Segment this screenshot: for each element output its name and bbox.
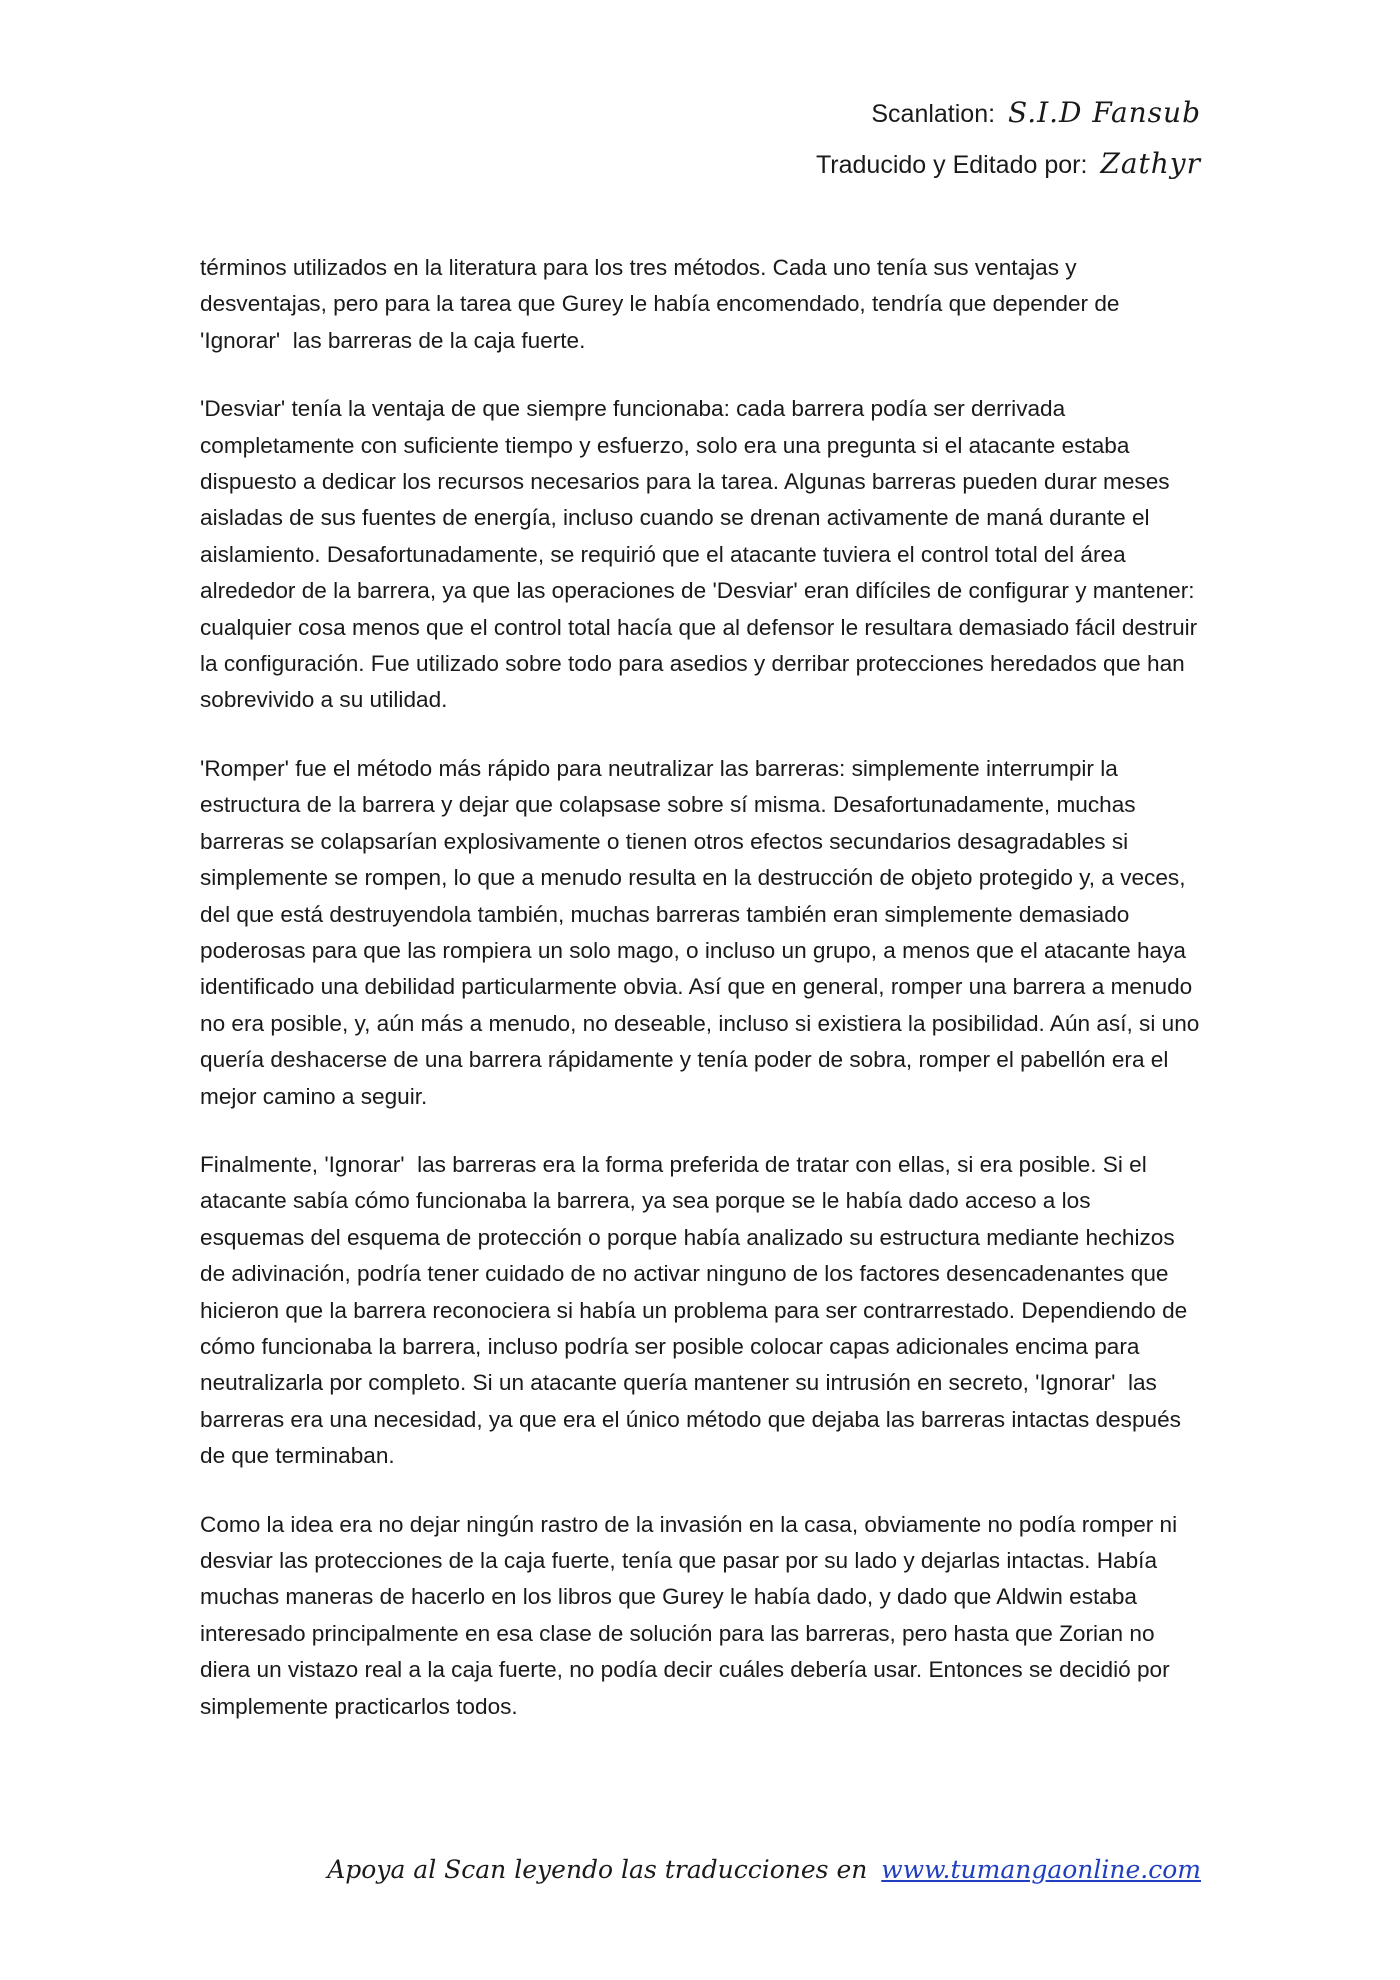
- footer-link[interactable]: www.tumangaonline.com: [881, 1855, 1201, 1884]
- paragraph: 'Desviar' tenía la ventaja de que siempre funcionaba: cada barrera podía ser derrivada completamente con suficiente tiempo y esfuerzo, solo era una pregunta si el atacante estaba dispuesto a dedicar los recursos necesarios para la tarea. Algunas barreras pueden durar meses aisladas de sus fuentes de energía, incluso cuando se drenan activamente de maná durante el aislamiento. Desafortunadamente, se requirió que el atacante tuviera el control total del área alrededor de la barrera, ya que las operaciones de 'Desviar' eran difíciles de configurar y mantener: cualquier cosa menos que el control total hacía que al defensor le resultara demasiado fácil destruir la configuración. Fue utilizado sobre todo para asedios y derribar protecciones heredados que han sobrevivido a su utilidad.: [200, 396, 1204, 713]
- translator-credit: [816, 139, 1201, 190]
- paragraph: Como la idea era no dejar ningún rastro de la invasión en la casa, obviamente no podía romper ni desviar las protecciones de la caja fuerte, tenía que pasar por su lado y dejarlas intactas. Había muchas maneras de hacerlo en los libros que Gurey le había dado, y dado que Aldwin estaba interesado principalmente en esa clase de solución para las barreras, pero hasta que Zorian no diera un vistazo real a la caja fuerte, no podía decir cuáles debería usar. Entonces se decidió por simplemente practicarlos todos.: [200, 1511, 1184, 1719]
- paragraph: términos utilizados en la literatura para los tres métodos. Cada uno tenía sus ventajas y desventajas, pero para la tarea que Gurey le había encomendado, tendría que depender de 'Ignorar' las barreras de la caja fuerte.: [200, 255, 1126, 353]
- scanlation-credit: [816, 88, 1201, 139]
- paragraph: Finalmente, 'Ignorar' las barreras era la forma preferida de tratar con ellas, si era posible. Si el atacante sabía cómo funcionaba la barrera, ya sea porque se le había dado acceso a los esquemas del esquema de protección o porque había analizado su estructura mediante hechizos de adivinación, podría tener cuidado de no activar ninguno de los factores desencadenantes que hicieron que la barrera reconociera si había un problema para ser contrarrestado. Dependiendo de cómo funcionaba la barrera, incluso podría ser posible colocar capas adicionales encima para neutralizarla por completo. Si un atacante quería mantener su intrusión en secreto, 'Ignorar' las barreras era una necesidad, ya que era el único método que dejaba las barreras intactas después de que terminaban.: [200, 1151, 1194, 1469]
- document-body: [200, 250, 1206, 1757]
- translator-name: Zathyr: [1100, 147, 1201, 180]
- translator-label: Traducido y Editado por:: [815, 151, 1088, 179]
- credits-block: [816, 88, 1201, 190]
- scanlation-name: S.I.D Fansub: [1008, 96, 1201, 129]
- paragraph: 'Romper' fue el método más rápido para neutralizar las barreras: simplemente interrumpir la estructura de la barrera y dejar que colapsase sobre sí misma. Desafortunadamente, muchas barreras se colapsarían explosivamente o tienen otros efectos secundarios desagradables si simplemente se rompen, lo que a menudo resulta en la destrucción de objeto protegido y, a veces, del que está destruyendola también, muchas barreras también eran simplemente demasiado poderosas para que las rompiera un solo mago, o incluso un grupo, a menos que el atacante haya identificado una debilidad particularmente obvia. Así que en general, romper una barrera a menudo no era posible, y, aún más a menudo, no deseable, incluso si existiera la posibilidad. Aún así, si uno quería deshacerse de una barrera rápidamente y tenía poder de sobra, romper el pabellón era el mejor camino a seguir.: [200, 755, 1206, 1109]
- scanlation-label: Scanlation:: [871, 100, 996, 128]
- footer-note: [327, 1855, 1201, 1884]
- footer-text: Apoya al Scan leyendo las traducciones en: [327, 1855, 868, 1884]
